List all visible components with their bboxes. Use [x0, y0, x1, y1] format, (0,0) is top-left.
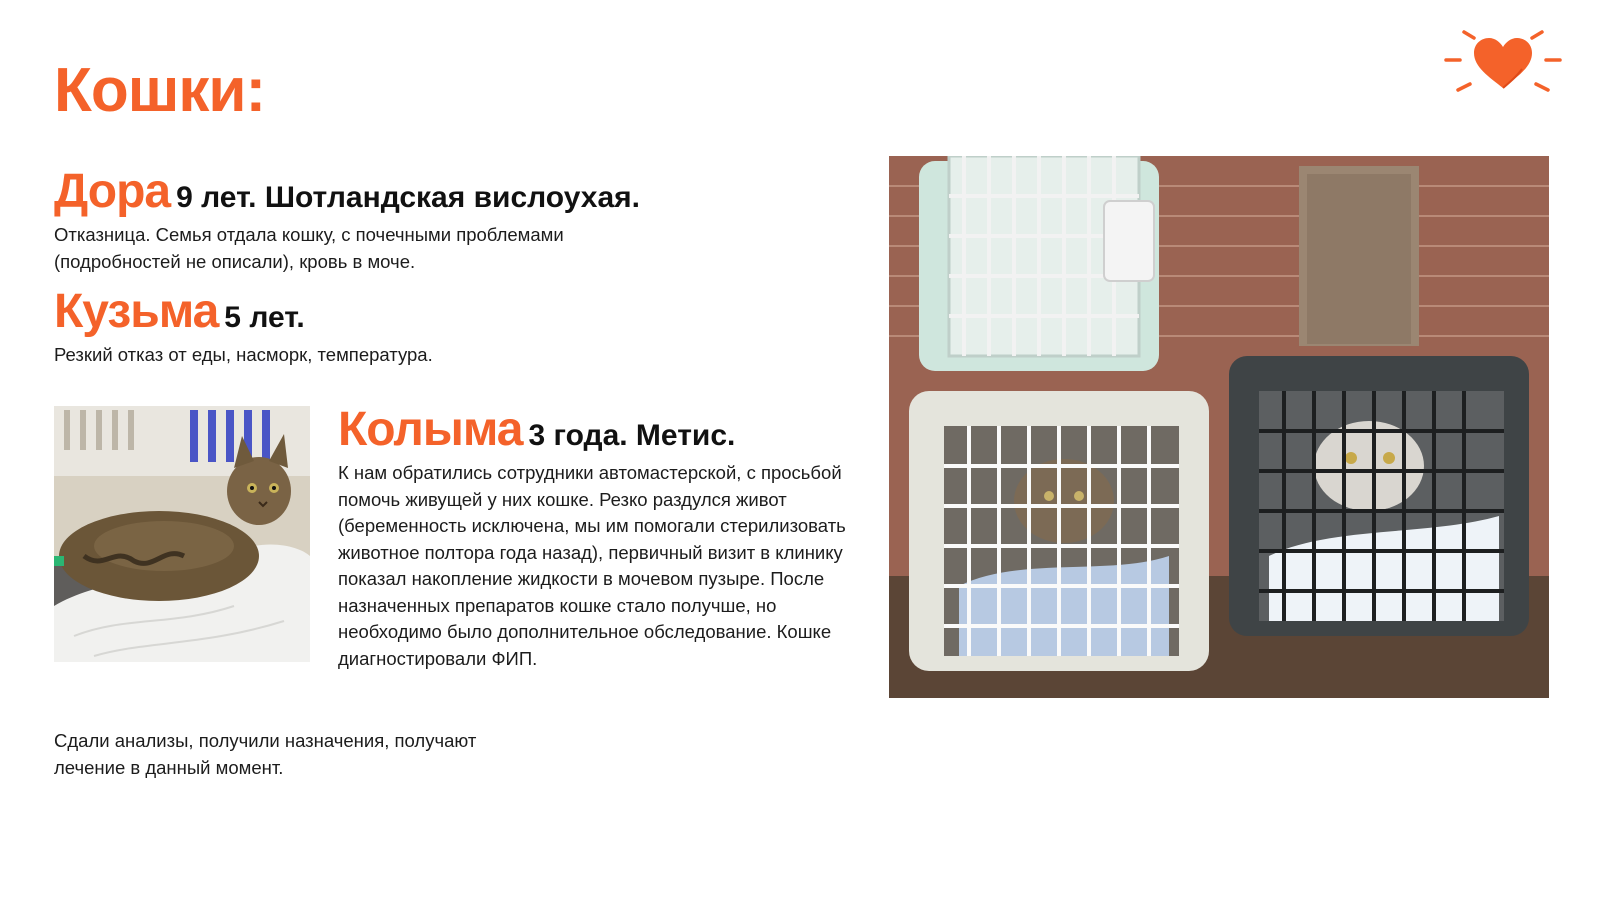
cat-meta: 9 лет. Шотландская вислоухая. [176, 181, 640, 214]
cat-description: Отказница. Семья отдала кошку, с почечными проблемами (подробностей не описали), кровь в моче. [54, 224, 564, 272]
heart-rays-icon [1444, 26, 1562, 102]
cat-description: Резкий отказ от еды, насморк, температура. [54, 344, 433, 365]
cat-name: Дора [54, 165, 171, 218]
page-title: Кошки: [54, 56, 266, 125]
cat-in-carrier-illustration [54, 406, 310, 662]
kolyma-cat-photo [54, 406, 310, 662]
cat-heading [54, 165, 814, 218]
cat-card-kuzma [54, 285, 814, 369]
cat-heading [54, 285, 814, 338]
cat-description: К нам обратились сотрудники автомастерской, с просьбой помочь живущей у них кошке. Резко раздулся живот (беременность исключена, мы им помогали стерилизовать животное полтора года назад), первичный визит в клинику показал накопление жидкости в мочевом пузыре. После назначенных препаратов кошке стало получше, но необходимо было дополнительное обследование. Кошке диагностировали ФИП. [338, 462, 846, 669]
treatment-note: Сдали анализы, получили назначения, получают лечение в данный момент. [54, 730, 477, 778]
cat-meta: 3 года. Метис. [528, 419, 736, 452]
cat-name: Колыма [338, 403, 523, 456]
cat-card-kolyma [338, 403, 858, 672]
carriers-illustration [889, 156, 1549, 698]
cat-carriers-photo [889, 156, 1549, 698]
cat-name: Кузьма [54, 285, 219, 338]
cat-meta: 5 лет. [224, 301, 305, 334]
cat-heading [338, 403, 858, 456]
cat-card-dora [54, 165, 814, 275]
